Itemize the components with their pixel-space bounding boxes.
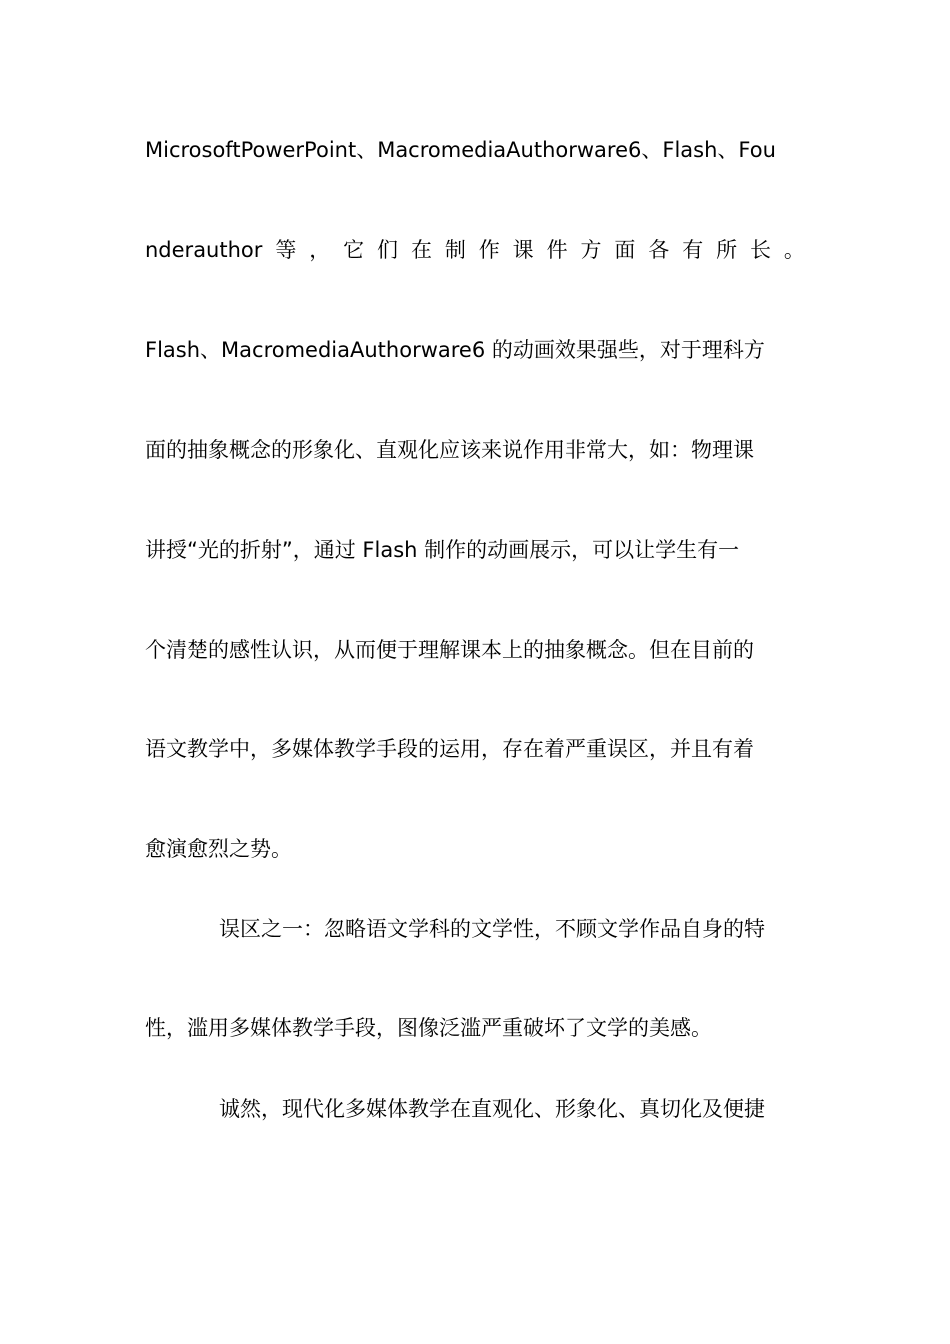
text-line-1: MicrosoftPowerPoint、MacromediaAuthorware6、Flash、Fou [145,138,776,162]
text-line-7: 语文教学中，多媒体教学手段的运用，存在着严重误区，并且有着 [145,737,754,761]
text-line-2 [145,235,805,265]
line-token: 。 [783,238,805,262]
text-line-6: 个清楚的感性认识，从而便于理解课本上的抽象概念。但在目前的 [145,638,754,662]
line-token: 课 [512,238,534,262]
line-token: 件 [546,238,568,262]
text-line-11: 诚然，现代化多媒体教学在直观化、形象化、真切化及便捷 [219,1097,765,1121]
line-token: 制 [444,238,466,262]
line-token: 们 [377,238,399,262]
line-token: ， [309,238,331,262]
line-token: 方 [580,238,602,262]
line-token: nderauthor [145,238,263,262]
text-line-5: 讲授“光的折射”，通过 Flash 制作的动画展示，可以让学生有一 [145,538,740,562]
line-token: 在 [410,238,432,262]
text-line-4: 面的抽象概念的形象化、直观化应该来说作用非常大，如：物理课 [145,438,754,462]
text-line-10: 性，滥用多媒体教学手段，图像泛滥严重破坏了文学的美感。 [145,1016,712,1040]
text-line-8: 愈演愈烈之势。 [145,837,292,861]
text-line-9: 误区之一：忽略语文学科的文学性，不顾文学作品自身的特 [219,917,765,941]
line-token: 它 [343,238,365,262]
line-token: 面 [614,238,636,262]
line-token: 等 [275,238,297,262]
line-token: 作 [478,238,500,262]
line-token: 有 [682,238,704,262]
line-token: 长 [750,238,771,262]
line-token: 各 [648,238,670,262]
line-token: 所 [716,238,738,262]
text-line-3: Flash、MacromediaAuthorware6 的动画效果强些，对于理科方 [145,338,765,362]
